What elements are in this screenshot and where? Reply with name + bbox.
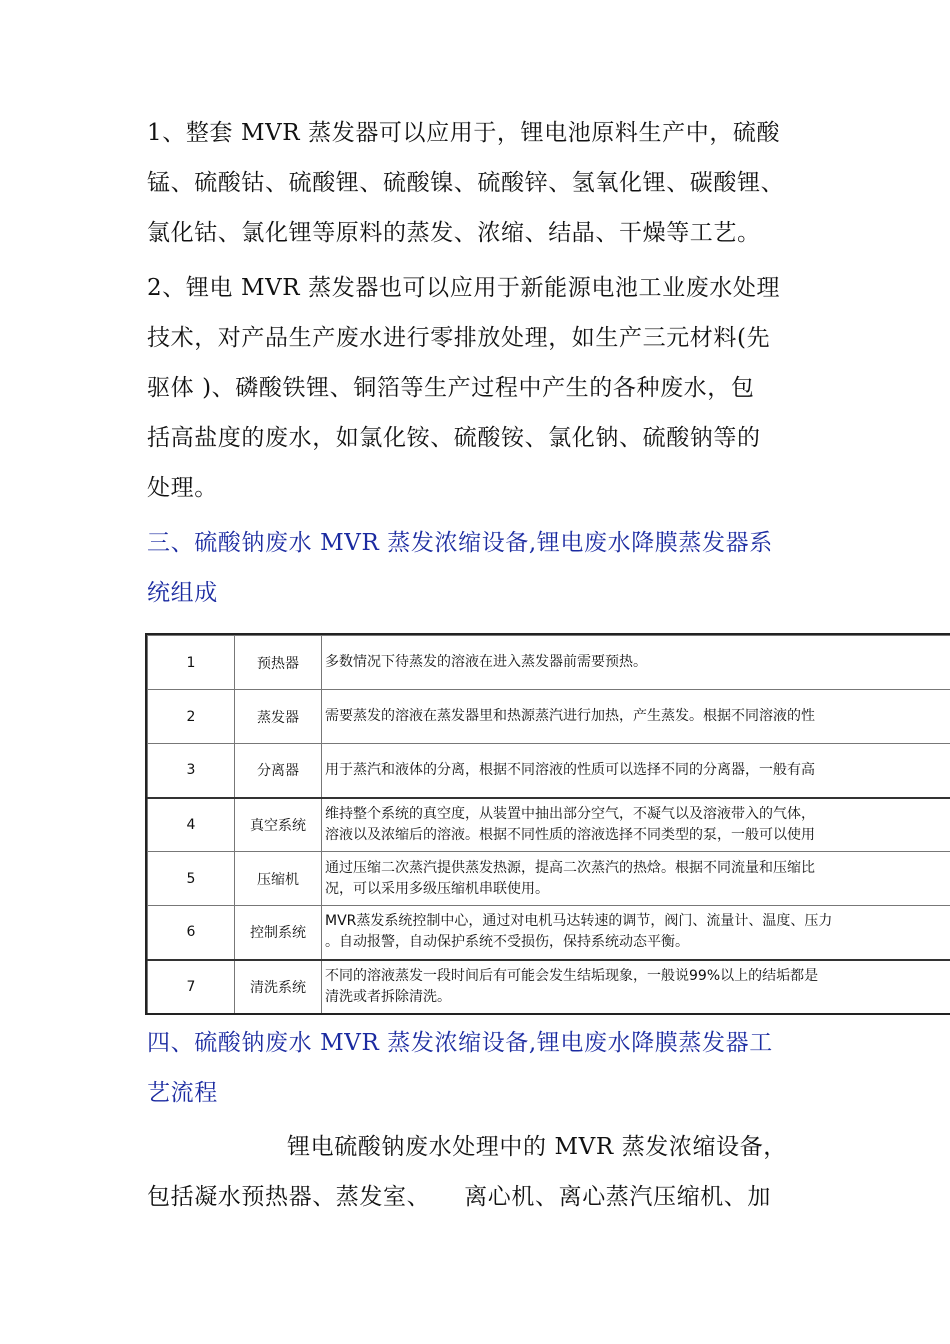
paragraph-applications-2 [147, 263, 812, 513]
heading-line: 四、硫酸钠废水 MVR 蒸发浓缩设备,锂电废水降膜蒸发器工 [147, 1030, 773, 1056]
cell-component: 控制系统 [235, 906, 322, 960]
table-row [148, 906, 950, 960]
desc-line: 用于蒸汽和液体的分离，根据不同溶液的性质可以选择不同的分离器，一般有高 [325, 761, 815, 778]
cell-component: 蒸发器 [235, 690, 322, 744]
desc-line: 。自动报警，自动保护系统不受损伤，保持系统动态平衡。 [325, 934, 689, 951]
section-heading-process-flow [147, 1018, 812, 1118]
paragraph-applications-1 [147, 108, 812, 258]
text-line: 1、整套 MVR 蒸发器可以应用于，锂电池原料生产中，硫酸 [147, 120, 781, 146]
text-line [147, 1172, 812, 1222]
cell-component: 真空系统 [235, 798, 322, 852]
cell-description [322, 636, 950, 690]
text-segment: 离心机、离心蒸汽压缩机、加 [464, 1184, 772, 1210]
cell-component: 压缩机 [235, 852, 322, 906]
cell-number: 5 [148, 852, 235, 906]
cell-description [322, 960, 950, 1014]
desc-line: 不同的溶液蒸发一段时间后有可能会发生结垢现象，一般说99%以上的结垢都是 [325, 967, 819, 984]
system-composition-table [145, 633, 950, 1015]
text-line: 锂电硫酸钠废水处理中的 MVR 蒸发浓缩设备， [287, 1134, 787, 1160]
text-segment: 包括凝水预热器、蒸发室、 [147, 1184, 431, 1210]
cell-description [322, 906, 950, 960]
table-body [148, 636, 950, 1014]
heading-line: 统组成 [147, 580, 218, 606]
cell-number: 1 [148, 636, 235, 690]
table-row [148, 744, 950, 798]
text-line: 驱体 )、磷酸铁锂、铜箔等生产过程中产生的各种废水，包 [147, 375, 755, 401]
heading-line: 三、硫酸钠废水 MVR 蒸发浓缩设备,锂电废水降膜蒸发器系 [147, 530, 773, 556]
cell-number: 7 [148, 960, 235, 1014]
cell-description [322, 744, 950, 798]
desc-line: 溶液以及浓缩后的溶液。根据不同性质的溶液选择不同类型的泵，一般可以使用 [325, 826, 815, 843]
desc-line: 清洗或者拆除清洗。 [325, 988, 451, 1005]
table-row [148, 852, 950, 906]
cell-number: 2 [148, 690, 235, 744]
desc-line: 需要蒸发的溶液在蒸发器里和热源蒸汽进行加热，产生蒸发。根据不同溶液的性 [325, 708, 815, 724]
cell-component: 预热器 [235, 636, 322, 690]
cell-number: 4 [148, 798, 235, 852]
cell-description [322, 690, 950, 744]
cell-number: 6 [148, 906, 235, 960]
desc-line: 况，可以采用多级压缩机串联使用。 [325, 880, 549, 897]
paragraph-process-description [147, 1122, 812, 1222]
text-line: 氯化钴、氯化锂等原料的蒸发、浓缩、结晶、干燥等工艺。 [147, 220, 761, 246]
table-row [148, 960, 950, 1014]
section-heading-system-composition [147, 518, 812, 618]
text-line: 技术，对产品生产废水进行零排放处理，如生产三元材料(先 [147, 325, 771, 351]
table-row [148, 690, 950, 744]
heading-line: 艺流程 [147, 1080, 218, 1106]
cell-component: 分离器 [235, 744, 322, 798]
cell-description [322, 852, 950, 906]
cell-number: 3 [148, 744, 235, 798]
text-line: 锰、硫酸钴、硫酸锂、硫酸镍、硫酸锌、氢氧化锂、碳酸锂、 [147, 170, 785, 196]
desc-line: MVR蒸发系统控制中心，通过对电机马达转速的调节，阀门、流量计、温度、压力 [325, 913, 833, 930]
table-row [148, 798, 950, 852]
cell-component: 清洗系统 [235, 960, 322, 1014]
text-line: 2、锂电 MVR 蒸发器也可以应用于新能源电池工业废水处理 [147, 275, 781, 301]
desc-line: 多数情况下待蒸发的溶液在进入蒸发器前需要预热。 [325, 654, 647, 670]
desc-line: 通过压缩二次蒸汽提供蒸发热源，提高二次蒸汽的热焓。根据不同流量和压缩比 [325, 859, 815, 876]
table-row [148, 636, 950, 690]
text-line: 括高盐度的废水，如氯化铵、硫酸铵、氯化钠、硫酸钠等的 [147, 425, 761, 451]
cell-description [322, 798, 950, 852]
desc-line: 维持整个系统的真空度，从装置中抽出部分空气，不凝气以及溶液带入的气体， [325, 805, 815, 822]
text-line: 处理。 [147, 475, 218, 501]
